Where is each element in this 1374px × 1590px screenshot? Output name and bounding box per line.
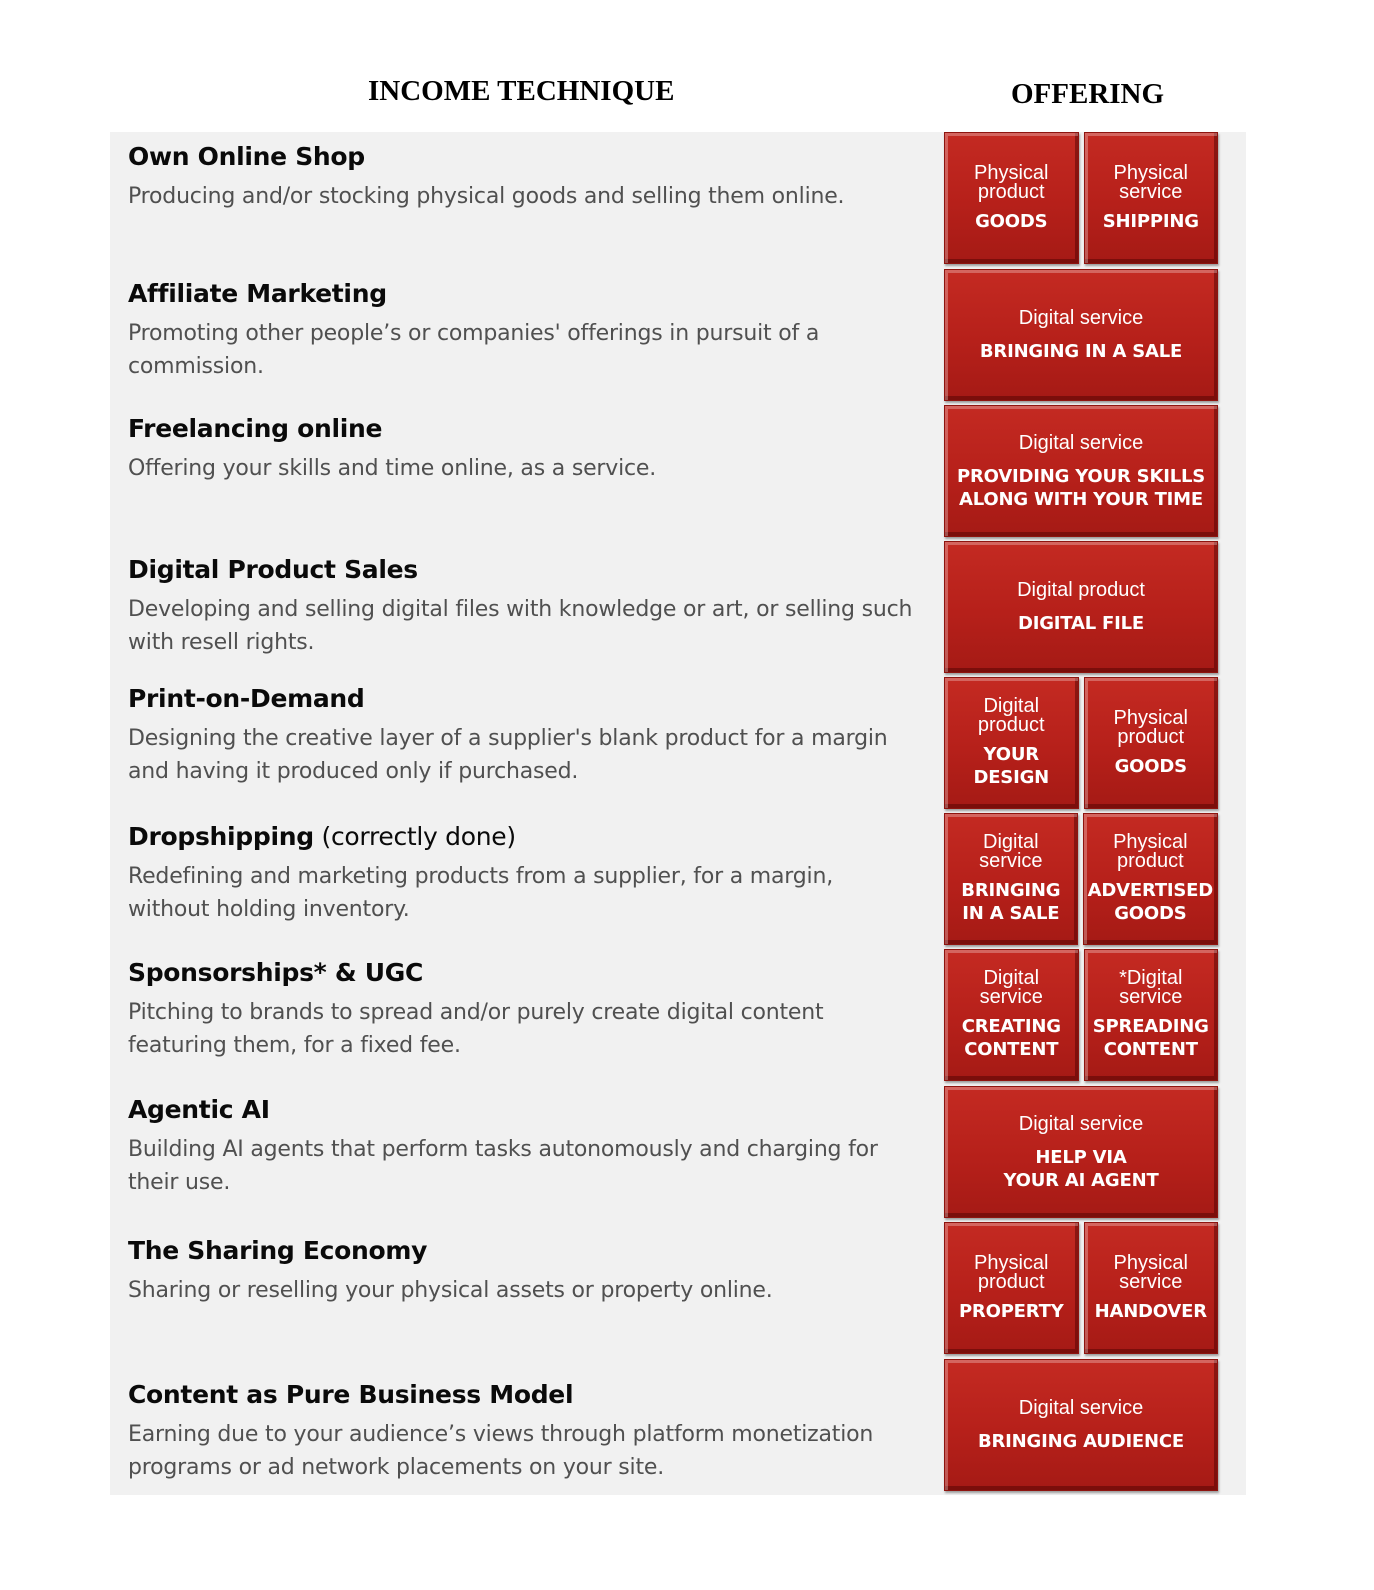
- offering-value-line: BRINGING IN A SALE: [979, 341, 1183, 362]
- offering-value-line: BRINGING AUDIENCE: [977, 1431, 1185, 1452]
- offering-category: [978, 697, 1045, 735]
- offering-value: [978, 1430, 1184, 1453]
- offering-category: [1019, 307, 1143, 329]
- offering-category-line: Digital service: [1018, 1112, 1144, 1135]
- offering-tile: [944, 677, 1079, 809]
- technique-title-main: Dropshipping: [128, 822, 314, 851]
- offering-tiles: [944, 1359, 1218, 1491]
- technique-description: Promoting other people’s or companies' offerings in pursuit of a commission.: [128, 321, 820, 379]
- technique-description: Redefining and marketing products from a supplier, for a margin, without holding inventory.: [128, 864, 833, 922]
- offering-value-line: PROVIDING YOUR SKILLS: [957, 465, 1205, 487]
- technique-title: [128, 1095, 918, 1125]
- offering-category: [979, 833, 1042, 871]
- technique-title: [128, 822, 918, 852]
- offering-value-line: PROPERTY: [958, 1300, 1064, 1322]
- offering-tiles: [944, 813, 1218, 945]
- offering-tiles: [944, 1086, 1218, 1218]
- offering-category-line: service: [979, 986, 1043, 1008]
- offering-value: [957, 465, 1205, 511]
- offering-category-line: Digital: [983, 695, 1040, 717]
- offering-value-line: CONTENT: [1103, 1039, 1198, 1060]
- technique-text: [128, 279, 918, 383]
- offering-value-line: HANDOVER: [1094, 1300, 1207, 1322]
- header-income-technique: INCOME TECHNIQUE: [368, 75, 675, 107]
- offering-value-line: BRINGING: [961, 880, 1061, 901]
- offering-value-line: IN A SALE: [962, 903, 1060, 924]
- technique-description: Earning due to your audience’s views through platform monetization programs or ad network placements on your site.: [128, 1422, 874, 1480]
- technique-description: Pitching to brands to spread and/or purely create digital content featuring them, for a fixed fee.: [128, 1000, 824, 1058]
- technique-title: [128, 142, 918, 172]
- technique-row: [110, 269, 1246, 401]
- technique-row: [110, 1359, 1246, 1491]
- offering-tile: [944, 132, 1079, 264]
- technique-title: [128, 555, 918, 585]
- offering-category: [1019, 432, 1143, 454]
- offering-tile: [1083, 813, 1218, 945]
- technique-text: [128, 958, 918, 1062]
- technique-row: [110, 677, 1246, 809]
- offering-category: [1119, 969, 1182, 1007]
- offering-category-line: Digital product: [1017, 579, 1145, 601]
- offering-category: [1113, 161, 1188, 203]
- technique-title-main: Affiliate Marketing: [128, 279, 387, 308]
- offering-tile: [944, 1222, 1079, 1354]
- offering-category: [1017, 579, 1145, 601]
- technique-title-main: Own Online Shop: [128, 142, 365, 171]
- offering-category-line: Digital service: [1018, 1397, 1144, 1419]
- offering-tile: [1084, 1222, 1219, 1354]
- offering-category-line: Digital: [983, 831, 1039, 853]
- offering-value: [961, 879, 1060, 925]
- offering-tiles: [944, 541, 1218, 673]
- technique-description: Producing and/or stocking physical goods and selling them online.: [128, 184, 845, 209]
- offering-tiles: [944, 269, 1218, 401]
- offering-category: [1019, 1397, 1143, 1419]
- technique-text: [128, 684, 918, 788]
- technique-title-main: Content as Pure Business Model: [128, 1380, 574, 1409]
- offering-tile: [944, 949, 1079, 1081]
- technique-title: [128, 1236, 918, 1266]
- technique-text: [128, 1236, 918, 1307]
- technique-title: [128, 958, 918, 988]
- technique-row: [110, 1086, 1246, 1218]
- offering-category-line: product: [1117, 725, 1185, 748]
- technique-title: [128, 279, 918, 309]
- offering-value-line: CONTENT: [964, 1039, 1059, 1060]
- offering-tiles: [944, 677, 1218, 809]
- offering-category: [974, 1251, 1049, 1293]
- offering-value: [1088, 879, 1213, 925]
- offering-tiles: [944, 132, 1218, 264]
- offering-category-line: product: [977, 180, 1045, 203]
- offering-category-line: *Digital: [1119, 967, 1183, 989]
- offering-value-line: DIGITAL FILE: [1017, 613, 1145, 634]
- offering-tile: [944, 1359, 1218, 1491]
- offering-tile: [944, 813, 1078, 945]
- offering-category: [1113, 1251, 1188, 1293]
- offering-value: [1003, 1146, 1158, 1192]
- technique-title: [128, 684, 918, 714]
- offering-category-line: Digital service: [1018, 431, 1144, 454]
- technique-row: [110, 132, 1246, 264]
- technique-text: [128, 822, 918, 926]
- offering-category-line: product: [977, 1270, 1045, 1293]
- offering-category-line: service: [1119, 180, 1183, 203]
- offering-value-line: ADVERTISED: [1087, 880, 1213, 901]
- offering-value: [1093, 1015, 1209, 1061]
- offering-value-line: SPREADING: [1092, 1016, 1209, 1037]
- offering-category: [1113, 706, 1188, 748]
- technique-description: Sharing or reselling your physical assets or property online.: [128, 1278, 773, 1303]
- technique-text: [128, 414, 918, 485]
- offering-value: [962, 1015, 1061, 1061]
- offering-tile: [1084, 949, 1219, 1081]
- offering-category-line: Digital: [983, 967, 1040, 989]
- offering-category-line: service: [1119, 986, 1183, 1008]
- technique-row: [110, 949, 1246, 1081]
- offering-tiles: [944, 949, 1218, 1081]
- technique-description: Building AI agents that perform tasks autonomously and charging for their use.: [128, 1137, 878, 1195]
- offering-category: [974, 161, 1049, 203]
- offering-tile: [1084, 132, 1219, 264]
- offering-category-line: service: [979, 850, 1043, 872]
- offering-value-line: YOUR AI AGENT: [1003, 1169, 1159, 1191]
- technique-description: Developing and selling digital files with knowledge or art, or selling such with resell rights.: [128, 597, 913, 655]
- income-table: [110, 132, 1246, 1495]
- offering-tile: [944, 1086, 1218, 1218]
- offering-category-line: Physical: [974, 1251, 1049, 1274]
- offering-value: [959, 1300, 1064, 1323]
- offering-category-line: product: [977, 714, 1045, 736]
- technique-title-suffix: (correctly done): [313, 822, 516, 851]
- technique-text: [128, 1095, 918, 1199]
- offering-value: [980, 340, 1182, 363]
- offering-category: [1019, 1113, 1143, 1135]
- technique-title-main: Agentic AI: [128, 1095, 270, 1124]
- technique-title-main: Print-on-Demand: [128, 684, 365, 713]
- offering-tiles: [944, 1222, 1218, 1354]
- technique-title-main: Freelancing online: [128, 414, 383, 443]
- technique-row: [110, 813, 1246, 945]
- offering-value: [1115, 755, 1187, 778]
- offering-tile: [1084, 677, 1219, 809]
- technique-description: Designing the creative layer of a supplier's blank product for a margin and having it produced only if purchased.: [128, 726, 888, 784]
- offering-tiles: [944, 405, 1218, 537]
- technique-text: [128, 555, 918, 659]
- technique-text: [128, 142, 918, 213]
- offering-value-line: GOODS: [1114, 755, 1187, 777]
- offering-category-line: Physical: [1113, 706, 1188, 729]
- technique-title-main: Sponsorships* & UGC: [128, 958, 424, 987]
- technique-text: [128, 1380, 918, 1484]
- offering-value-line: HELP VIA: [1035, 1146, 1127, 1168]
- offering-category-line: Physical: [1113, 831, 1188, 853]
- offering-category-line: Physical: [1113, 161, 1188, 184]
- offering-category: [980, 969, 1043, 1007]
- offering-category-line: Physical: [974, 161, 1049, 184]
- technique-row: [110, 541, 1246, 673]
- offering-tile: [944, 405, 1218, 537]
- technique-description: Offering your skills and time online, as a service.: [128, 456, 657, 481]
- offering-value-line: DESIGN: [973, 767, 1050, 788]
- offering-tile: [944, 269, 1218, 401]
- offering-value: [1103, 210, 1199, 233]
- technique-title: [128, 414, 918, 444]
- offering-category-line: service: [1119, 1270, 1183, 1293]
- offering-value-line: GOODS: [975, 210, 1048, 232]
- offering-category: [1113, 833, 1187, 871]
- technique-title: [128, 1380, 918, 1410]
- technique-title-main: The Sharing Economy: [128, 1236, 428, 1265]
- technique-row: [110, 1222, 1246, 1354]
- offering-value: [1095, 1300, 1207, 1323]
- offering-value: [975, 210, 1047, 233]
- technique-title-main: Digital Product Sales: [128, 555, 418, 584]
- offering-tile: [944, 541, 1218, 673]
- offering-value-line: ALONG WITH YOUR TIME: [959, 488, 1203, 510]
- offering-value-line: CREATING: [961, 1016, 1061, 1037]
- offering-value-line: YOUR: [983, 744, 1039, 765]
- header-offering: OFFERING: [1011, 78, 1165, 110]
- offering-category-line: Digital service: [1018, 307, 1144, 329]
- offering-value: [1018, 612, 1144, 635]
- offering-category-line: product: [1116, 850, 1184, 872]
- offering-value-line: SHIPPING: [1102, 210, 1199, 232]
- offering-category-line: Physical: [1113, 1251, 1188, 1274]
- offering-value: [973, 743, 1049, 789]
- offering-value-line: GOODS: [1114, 903, 1187, 924]
- technique-row: [110, 405, 1246, 537]
